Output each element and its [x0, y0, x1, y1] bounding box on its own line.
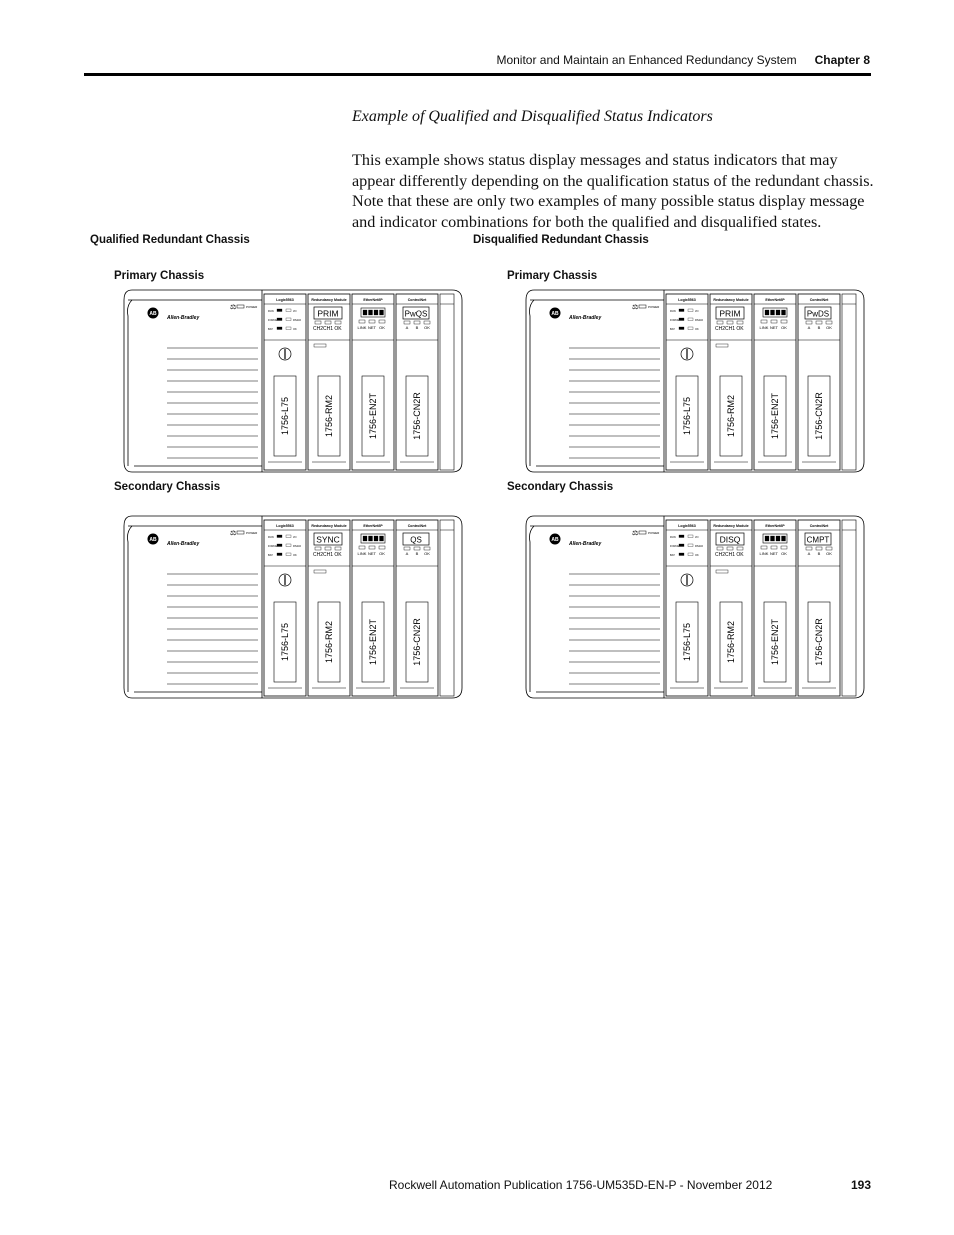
module-slot-1756-RM2 — [308, 294, 350, 470]
chassis-end-cap — [440, 294, 454, 470]
rm2-display-text: DISQ — [719, 534, 741, 545]
chassis-end-cap — [842, 294, 856, 470]
module-slot-1756-RM2 — [308, 520, 350, 696]
module-slot-1756-EN2T — [352, 294, 394, 470]
status-led — [688, 553, 693, 556]
cn2r-display-text: QS — [410, 535, 422, 545]
status-led — [325, 547, 331, 550]
module-header: Redundancy Module — [311, 298, 347, 302]
power-label: POWER — [648, 531, 660, 535]
module-header: Redundancy Module — [311, 524, 347, 528]
status-led — [816, 547, 822, 550]
led-label: A — [807, 551, 811, 556]
power-icon: ⚖ — [632, 304, 639, 311]
status-led — [404, 321, 410, 324]
led-label: CH2 — [312, 552, 324, 558]
status-led — [717, 547, 723, 550]
svg-text:RUN: RUN — [670, 310, 676, 313]
module-header: Logix5563 — [678, 524, 696, 528]
module-name: 1756-L75 — [682, 396, 692, 436]
module-name: 1756-CN2R — [814, 392, 824, 440]
module-header: EtherNet/IP — [765, 298, 785, 302]
svg-text:RS232: RS232 — [293, 545, 301, 548]
chassis-figure-d-primary — [524, 286, 870, 476]
svg-text:OK: OK — [695, 328, 699, 331]
module-name: 1756-RM2 — [324, 394, 334, 438]
svg-text:FORCE: FORCE — [670, 545, 680, 548]
svg-text:BAT: BAT — [268, 328, 273, 331]
led-label: OK — [826, 551, 832, 556]
module-name: 1756-L75 — [280, 622, 290, 662]
status-led — [325, 321, 331, 324]
status-led — [286, 553, 291, 556]
led-label: CH1 — [724, 326, 736, 332]
status-led — [761, 546, 767, 549]
led-label: OK — [379, 551, 385, 556]
led-label: OK — [424, 325, 430, 330]
status-led — [277, 553, 282, 556]
led-label: B — [415, 325, 419, 330]
power-icon: ⚖ — [632, 530, 639, 537]
rm2-display-text: PRIM — [317, 308, 339, 319]
status-led — [806, 547, 812, 550]
status-led — [286, 327, 291, 330]
module-header: Logix5563 — [276, 298, 294, 302]
svg-text:RS232: RS232 — [695, 545, 703, 548]
svg-text:RS232: RS232 — [695, 319, 703, 322]
status-led — [761, 320, 767, 323]
status-led — [826, 547, 832, 550]
led-label: CH2 — [714, 552, 726, 558]
status-led — [717, 321, 723, 324]
module-slot-1756-EN2T — [754, 520, 796, 696]
status-led — [679, 544, 684, 547]
status-led — [315, 321, 321, 324]
module-name: 1756-CN2R — [412, 392, 422, 440]
chassis-end-cap — [842, 520, 856, 696]
module-name: 1756-RM2 — [324, 620, 334, 664]
status-led — [286, 535, 291, 538]
led-label: NET — [770, 325, 778, 330]
led-label: A — [807, 325, 811, 330]
power-icon: ⚖ — [230, 304, 237, 311]
led-label: OK — [334, 552, 342, 558]
module-header: ControlNet — [809, 524, 829, 528]
module-slot-1756-CN2R — [396, 520, 438, 696]
status-led — [359, 546, 365, 549]
brand-text: Allen-Bradley — [167, 315, 200, 321]
module-header: Logix5563 — [276, 524, 294, 528]
chassis-label-q-primary: Primary Chassis — [114, 270, 205, 282]
status-led — [688, 318, 693, 321]
module-header: Redundancy Module — [713, 298, 749, 302]
led-label: OK — [424, 551, 430, 556]
led-label: LINK — [759, 551, 769, 556]
module-name: 1756-EN2T — [770, 618, 780, 666]
led-label: A — [405, 551, 409, 556]
led-label: LINK — [357, 551, 367, 556]
led-label: OK — [781, 551, 787, 556]
module-name: 1756-RM2 — [726, 394, 736, 438]
power-led — [639, 305, 646, 308]
module-slot-1756-RM2 — [710, 294, 752, 470]
status-led — [369, 546, 375, 549]
module-header: Redundancy Module — [713, 524, 749, 528]
module-name: 1756-EN2T — [368, 392, 378, 440]
svg-text:RS232: RS232 — [293, 319, 301, 322]
power-label: POWER — [246, 531, 258, 535]
svg-text:I/O: I/O — [293, 310, 297, 313]
module-slot-1756-EN2T — [352, 520, 394, 696]
power-led — [237, 531, 244, 534]
status-led — [277, 544, 282, 547]
led-label: CH1 — [322, 326, 334, 332]
svg-text:BAT: BAT — [670, 554, 675, 557]
svg-text:BAT: BAT — [268, 554, 273, 557]
brand-text: Allen-Bradley — [167, 541, 200, 547]
status-led — [737, 321, 743, 324]
power-label: POWER — [648, 305, 660, 309]
cn2r-display-text: PwDS — [806, 309, 830, 319]
svg-text:RUN: RUN — [268, 310, 274, 313]
status-led — [781, 546, 787, 549]
header-chapter: Chapter 8 — [814, 53, 870, 67]
led-label: OK — [379, 325, 385, 330]
svg-text:I/O: I/O — [695, 536, 699, 539]
status-led — [277, 309, 282, 312]
module-slot-1756-EN2T — [754, 294, 796, 470]
status-led — [679, 327, 684, 330]
led-label: NET — [368, 551, 376, 556]
status-led — [679, 309, 684, 312]
led-label: OK — [736, 552, 744, 558]
rm2-display-text: SYNC — [316, 534, 340, 545]
status-led — [424, 321, 430, 324]
status-led — [315, 547, 321, 550]
chassis-label-d-secondary: Secondary Chassis — [507, 481, 614, 493]
led-label: CH1 — [724, 552, 736, 558]
module-header: EtherNet/IP — [363, 298, 383, 302]
module-header: EtherNet/IP — [765, 524, 785, 528]
led-label: OK — [334, 326, 342, 332]
led-label: CH2 — [312, 326, 324, 332]
logo-text: AB — [551, 311, 559, 317]
status-led — [771, 320, 777, 323]
module-header: ControlNet — [407, 524, 427, 528]
brand-text: Allen-Bradley — [569, 541, 602, 547]
module-name: 1756-L75 — [280, 396, 290, 436]
svg-text:I/O: I/O — [695, 310, 699, 313]
module-name: 1756-L75 — [682, 622, 692, 662]
module-slot-1756-RM2 — [710, 520, 752, 696]
chassis-label-q-secondary: Secondary Chassis — [114, 481, 221, 493]
svg-text:I/O: I/O — [293, 536, 297, 539]
status-led — [688, 309, 693, 312]
chassis-figure-q-primary — [122, 286, 468, 476]
module-name: 1756-EN2T — [770, 392, 780, 440]
chassis-label-d-primary: Primary Chassis — [507, 270, 598, 282]
status-led — [826, 321, 832, 324]
led-label: CH1 — [322, 552, 334, 558]
logo-text: AB — [149, 311, 157, 317]
module-header: EtherNet/IP — [363, 524, 383, 528]
status-led — [727, 321, 733, 324]
power-label: POWER — [246, 305, 258, 309]
status-led — [335, 547, 341, 550]
status-led — [414, 547, 420, 550]
status-led — [277, 318, 282, 321]
power-led — [237, 305, 244, 308]
led-label: OK — [826, 325, 832, 330]
status-led — [359, 320, 365, 323]
status-led — [286, 309, 291, 312]
footer-publication: Rockwell Automation Publication 1756-UM535D-EN-P - November 2012 — [389, 1178, 773, 1192]
status-led — [414, 321, 420, 324]
svg-text:BAT: BAT — [670, 328, 675, 331]
svg-text:OK: OK — [695, 554, 699, 557]
rm2-display-text: PRIM — [719, 308, 741, 319]
status-led — [369, 320, 375, 323]
chassis-figure-q-secondary — [122, 512, 468, 702]
led-label: B — [817, 551, 821, 556]
status-led — [379, 320, 385, 323]
status-led — [335, 321, 341, 324]
logo-text: AB — [149, 537, 157, 543]
body-paragraph: This example shows status display messages and status indicators that may appear differently depending on the qualification status of the redundant chassis. Note that these are only two examples of many possible status display message and indicator combinations for both the qualified and disqualified states. — [352, 151, 874, 231]
status-led — [771, 546, 777, 549]
module-slot-1756-CN2R — [396, 294, 438, 470]
module-name: 1756-RM2 — [726, 620, 736, 664]
cn2r-display-text: CMPT — [806, 535, 830, 545]
module-slot-1756-CN2R — [798, 520, 840, 696]
svg-text:FORCE: FORCE — [268, 545, 278, 548]
running-header — [496, 53, 870, 67]
status-led — [679, 535, 684, 538]
led-label: CH2 — [714, 326, 726, 332]
led-label: NET — [770, 551, 778, 556]
status-led — [286, 544, 291, 547]
header-section: Monitor and Maintain an Enhanced Redundancy System — [496, 53, 797, 67]
status-led — [688, 327, 693, 330]
status-led — [688, 544, 693, 547]
status-led — [816, 321, 822, 324]
page-number: 193 — [850, 1178, 871, 1192]
status-led — [277, 535, 282, 538]
power-icon: ⚖ — [230, 530, 237, 537]
cn2r-display-text: PwQS — [404, 309, 428, 319]
status-led — [727, 547, 733, 550]
status-led — [404, 547, 410, 550]
led-label: B — [415, 551, 419, 556]
led-label: LINK — [759, 325, 769, 330]
status-led — [277, 327, 282, 330]
module-header: ControlNet — [407, 298, 427, 302]
disqualified-column-label: Disqualified Redundant Chassis — [473, 234, 649, 246]
led-label: OK — [781, 325, 787, 330]
svg-text:RUN: RUN — [268, 536, 274, 539]
status-led — [379, 546, 385, 549]
module-slot-1756-CN2R — [798, 294, 840, 470]
svg-text:OK: OK — [293, 554, 297, 557]
led-label: A — [405, 325, 409, 330]
led-label: OK — [736, 326, 744, 332]
header-rule — [84, 73, 871, 76]
status-led — [806, 321, 812, 324]
logo-text: AB — [551, 537, 559, 543]
status-led — [679, 318, 684, 321]
status-led — [737, 547, 743, 550]
chassis-figure-d-secondary — [524, 512, 870, 702]
brand-text: Allen-Bradley — [569, 315, 602, 321]
power-led — [639, 531, 646, 534]
svg-text:RUN: RUN — [670, 536, 676, 539]
module-name: 1756-EN2T — [368, 618, 378, 666]
svg-text:FORCE: FORCE — [268, 319, 278, 322]
led-label: LINK — [357, 325, 367, 330]
module-header: Logix5563 — [678, 298, 696, 302]
status-led — [286, 318, 291, 321]
module-name: 1756-CN2R — [412, 618, 422, 666]
led-label: B — [817, 325, 821, 330]
svg-text:FORCE: FORCE — [670, 319, 680, 322]
status-led — [679, 553, 684, 556]
chassis-end-cap — [440, 520, 454, 696]
status-led — [424, 547, 430, 550]
status-led — [781, 320, 787, 323]
section-title: Example of Qualified and Disqualified Status Indicators — [352, 108, 713, 125]
qualified-column-label: Qualified Redundant Chassis — [90, 234, 250, 246]
led-label: NET — [368, 325, 376, 330]
module-header: ControlNet — [809, 298, 829, 302]
status-led — [688, 535, 693, 538]
svg-text:OK: OK — [293, 328, 297, 331]
module-name: 1756-CN2R — [814, 618, 824, 666]
